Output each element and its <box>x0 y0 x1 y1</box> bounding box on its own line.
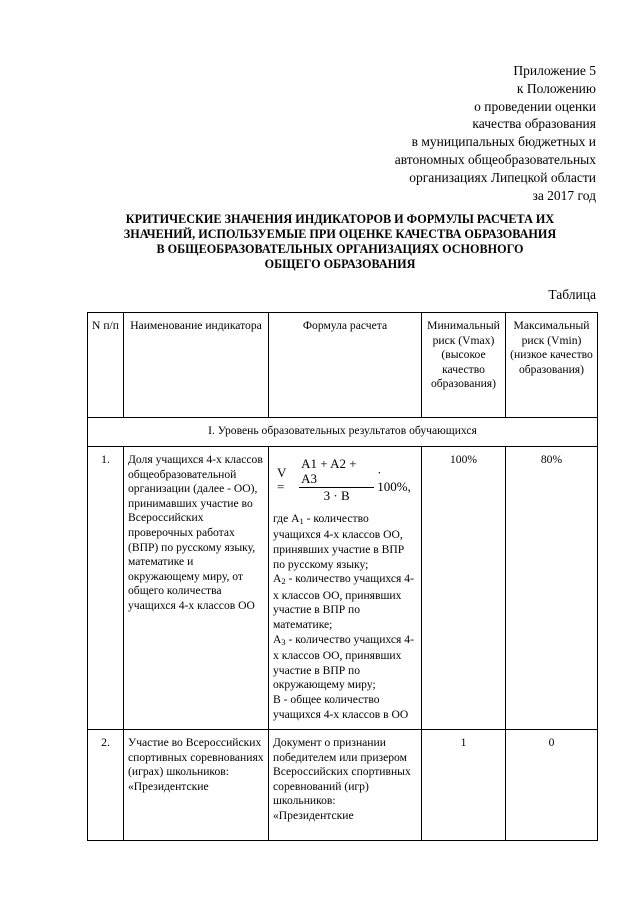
table-row <box>88 447 598 730</box>
desc-a1: - количество учащихся 4-х классов ОО, принявших участие в ВПР по русскому языку; <box>273 511 405 571</box>
title-line: ОБЩЕГО ОБРАЗОВАНИЯ <box>264 257 416 271</box>
desc-b: B - общее количество учащихся 4-х классов в ОО <box>273 692 409 721</box>
section-row <box>88 418 598 447</box>
row-indicator-name: Участие во Всероссийских спортивных соревнованиях (играх) школьников: «Президентские <box>124 730 269 841</box>
title-line: ЗНАЧЕНИЙ, ИСПОЛЬЗУЕМЫЕ ПРИ ОЦЕНКЕ КАЧЕСТВА ОБРАЗОВАНИЯ <box>123 227 557 241</box>
row-max-risk: 0 <box>506 730 598 841</box>
formula-lhs: V = <box>277 464 287 495</box>
header-max-risk: Максимальный риск (Vmin) (низкое качество образования) <box>506 313 598 418</box>
header-num: N п/п <box>88 313 124 418</box>
desc-a3: - количество учащихся 4-х классов ОО, принявших участие в ВПР по окружающему миру; <box>273 632 414 692</box>
appendix-line: автономных общеобразовательных <box>394 151 596 167</box>
row-formula <box>269 447 422 730</box>
appendix-line: качества образования <box>472 116 596 132</box>
formula-expression <box>277 457 417 504</box>
formula-fraction <box>299 457 374 504</box>
appendix-line: в муниципальных бюджетных и <box>411 134 596 150</box>
section-title: I. Уровень образовательных результатов обучающихся <box>88 418 598 447</box>
formula-denominator: 3 · B <box>323 488 350 504</box>
desc-where: где A <box>273 511 300 525</box>
formula-tail: · 100%, <box>377 464 411 495</box>
row-min-risk: 100% <box>422 447 506 730</box>
header-formula: Формула расчета <box>269 313 422 418</box>
formula-description: где $A_1$ - количество учащихся 4-х классов ОО, принявших участие в ВПР по русскому языку; $A_2$ - количество учащихся 4-х классов ОО, принявших участие в ВПР по математике; $A_3$ - количество учащихся 4-х классов ОО, принявших участие в ВПР по окружающему миру; B - общее количество учащихся 4-х классов в ОО <box>273 511 414 721</box>
table-row <box>88 730 598 841</box>
appendix-line: о проведении оценки <box>474 98 596 114</box>
table-header-row <box>88 313 598 418</box>
appendix-line: за 2017 год <box>532 187 596 203</box>
row-num: 1. <box>88 447 124 730</box>
appendix-line: к Положению <box>516 80 596 96</box>
appendix-line: Приложение 5 <box>513 63 596 78</box>
indicators-table <box>87 312 598 841</box>
appendix-line: организациях Липецкой области <box>409 169 596 185</box>
title-line: КРИТИЧЕСКИЕ ЗНАЧЕНИЯ ИНДИКАТОРОВ И ФОРМУЛЫ РАСЧЕТА ИХ <box>125 212 555 226</box>
row-max-risk: 80% <box>506 447 598 730</box>
title-line: В ОБЩЕОБРАЗОВАТЕЛЬНЫХ ОРГАНИЗАЦИЯХ ОСНОВНОГО <box>156 242 524 256</box>
row-num: 2. <box>88 730 124 841</box>
row-formula: Документ о признании победителем или призером Всероссийских спортивных соревнований (игр) школьников: «Президентские <box>269 730 422 841</box>
appendix-block <box>296 62 596 204</box>
desc-a2: - количество учащихся 4-х классов ОО, принявших участие в ВПР по математике; <box>273 572 414 631</box>
header-name: Наименование индикатора <box>124 313 269 418</box>
document-title <box>90 212 590 272</box>
row-min-risk: 1 <box>422 730 506 841</box>
row-indicator-name: Доля учащихся 4-х классов общеобразовательной организации (далее - ОО), принимавших участие во Всероссийских проверочных работах (ВПР) по русскому языку, математике и окружающему миру, от общего количества учащихся 4-х классов ОО <box>124 447 269 730</box>
table-caption: Таблица <box>548 287 596 302</box>
header-min-risk: Минимальный риск (Vmax) (высокое качество образования) <box>422 313 506 418</box>
formula-numerator: A1 + A2 + A3 <box>299 457 374 488</box>
